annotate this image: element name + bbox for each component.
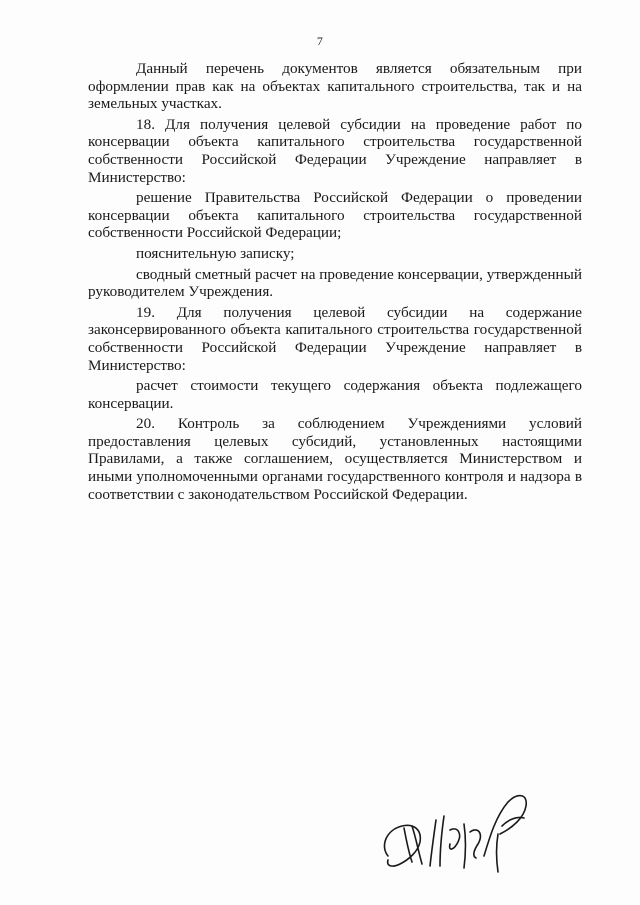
list-item-maintenance-cost: расчет стоимости текущего содержания объекта подлежащего консервации. xyxy=(88,377,582,412)
handwritten-signature xyxy=(378,786,548,878)
list-item-explanatory-note: пояснительную записку; xyxy=(136,244,295,262)
paragraph-18-conservation-subsidy: 18. Для получения целевой субсидии на проведение работ по консервации объекта капитального строительства государственной собственности Российской Федерации Учреждение направляет в Министерство: xyxy=(88,115,582,186)
page-number: 7 xyxy=(316,34,324,48)
list-item-summary-estimate: сводный сметный расчет на проведение консервации, утвержденный руководителем Учреждения. xyxy=(88,265,582,301)
document-body xyxy=(88,60,582,506)
paragraph-documents-mandatory: Данный перечень документов является обязательным при оформлении прав как на объектах капитального строительства, так и на земельных участках. xyxy=(88,60,582,113)
paragraph-20-control: 20. Контроль за соблюдением Учреждениями условий предоставления целевых субсидий, установленных настоящими Правилами, а также соглашением, осуществляется Министерством и иными уполномоченными органами государственного контроля и надзора в соответствии с законодательством Российской Федерации. xyxy=(88,415,582,503)
list-item-government-decision: решение Правительства Российской Федерации о проведении консервации объекта капитального строительства государственной собственности Российской Федерации; xyxy=(88,189,582,242)
paragraph-19-maintenance-subsidy: 19. Для получения целевой субсидии на содержание законсервированного объекта капитального строительства государственной собственности Российской Федерации Учреждение направляет в Министерство: xyxy=(88,303,582,374)
